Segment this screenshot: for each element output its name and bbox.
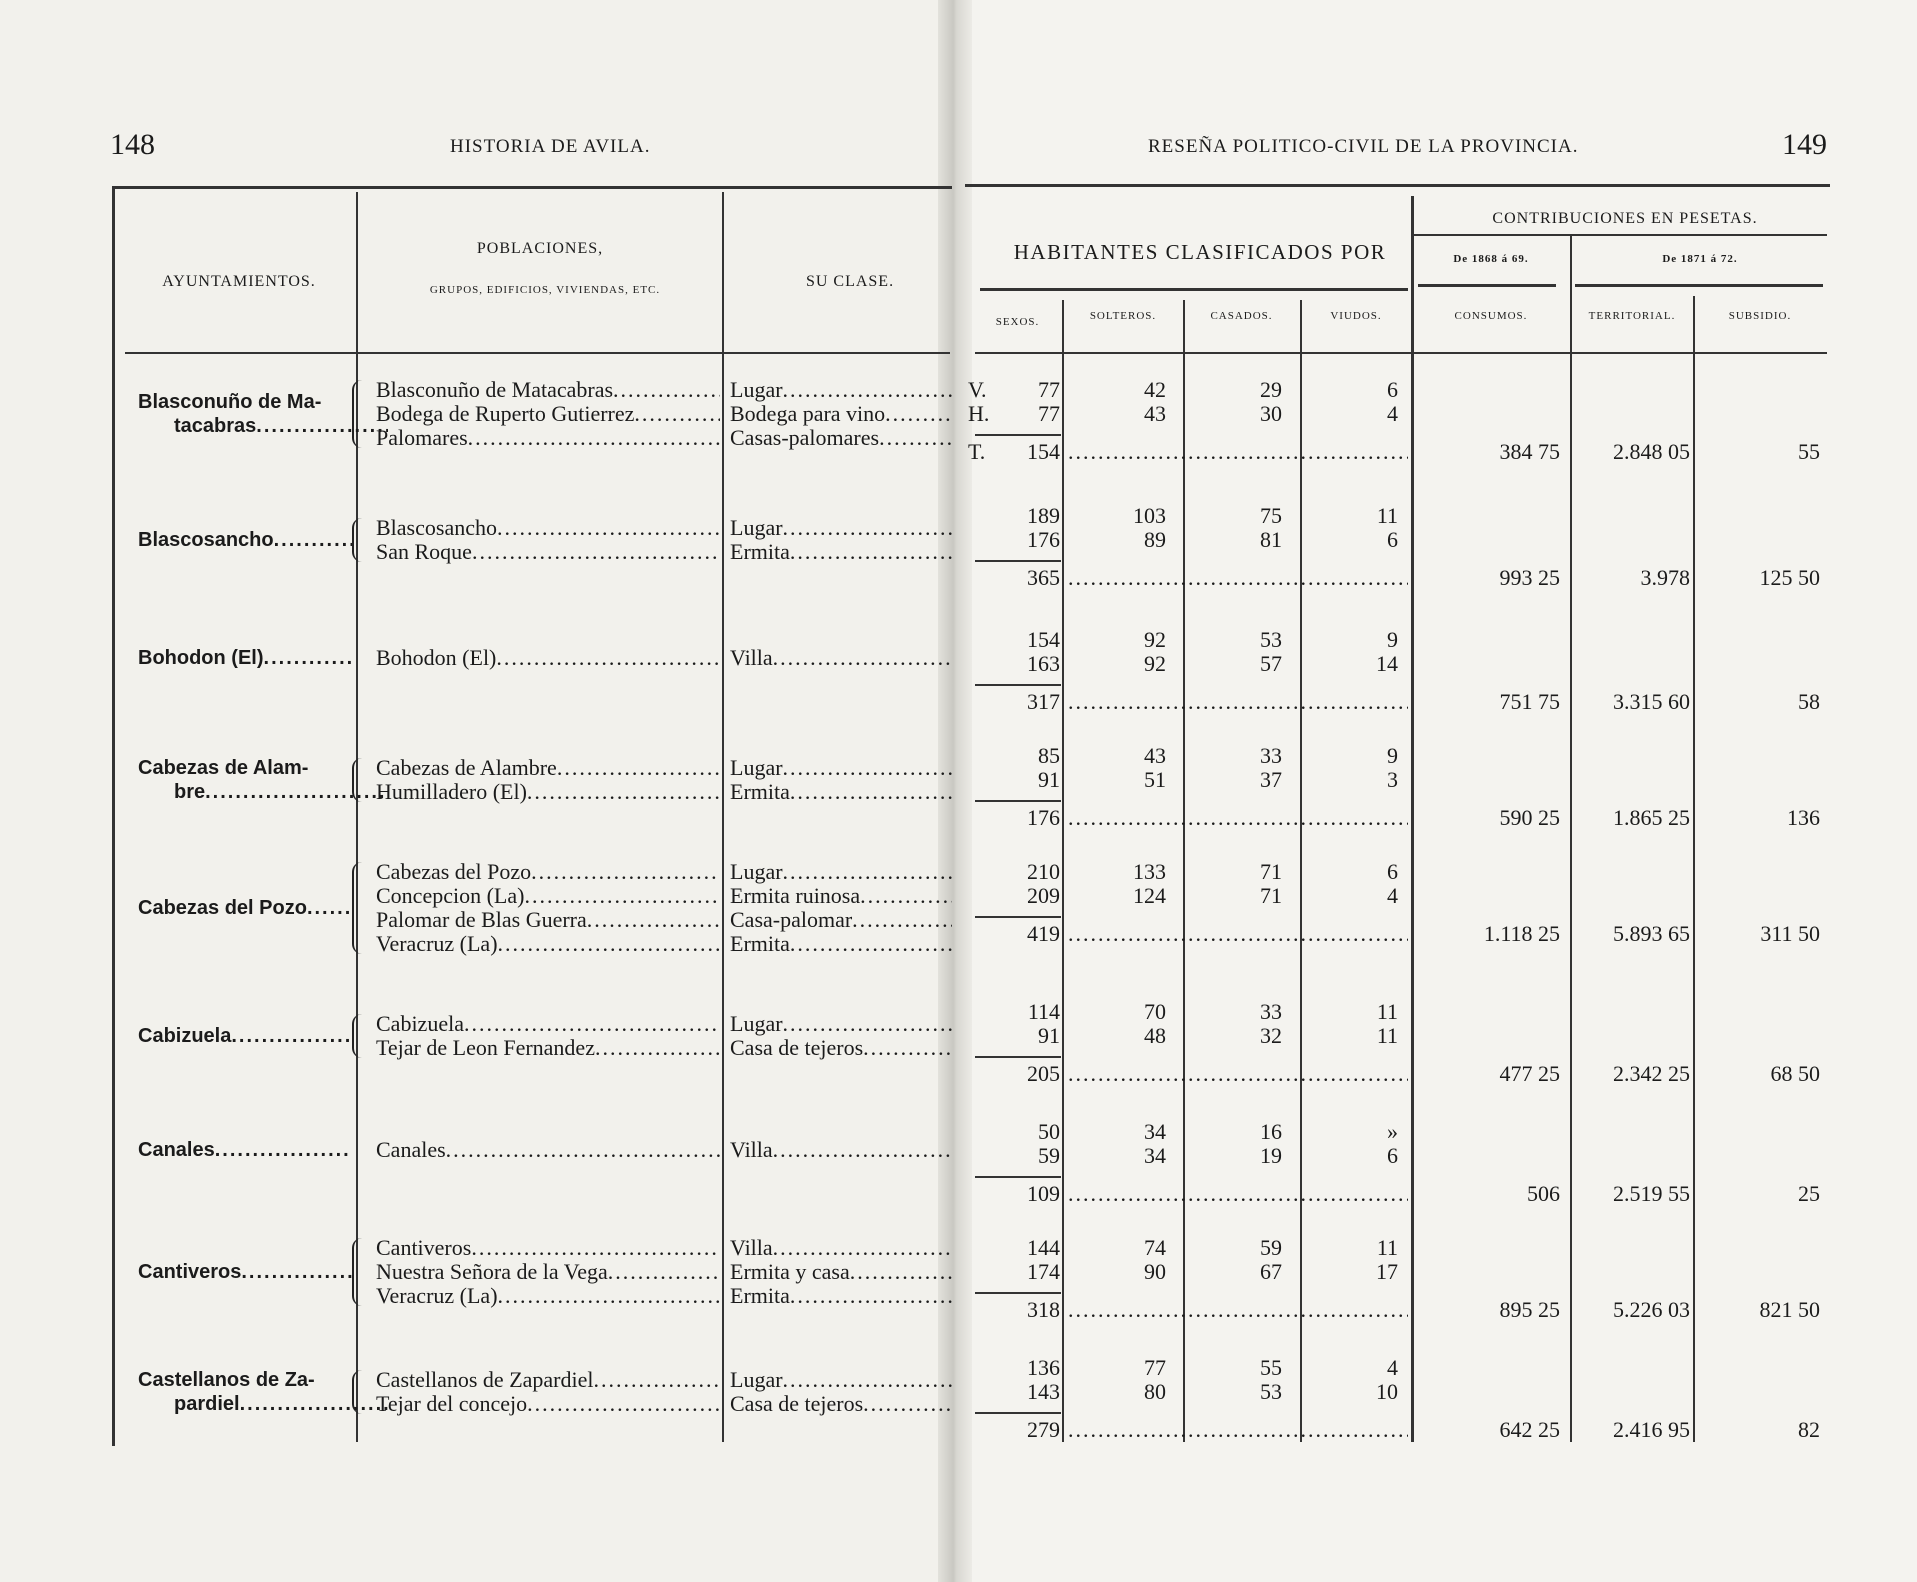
- place-name: Blascosancho .....: [376, 516, 720, 540]
- sex-total: 174: [1027, 1260, 1060, 1284]
- place-clase: Lugar .....: [730, 516, 952, 540]
- solteros-value: 77: [1144, 1356, 1166, 1380]
- solteros-value: 43: [1144, 402, 1166, 426]
- sex-total: 114: [1027, 1000, 1060, 1024]
- viudos-value: 4: [1387, 884, 1398, 908]
- total-rule: [975, 560, 1061, 562]
- place-clase: Casas-palomares .....: [730, 426, 952, 450]
- place-name: Bodega de Ruperto Gutierrez .....: [376, 402, 720, 426]
- left-page-number: 148: [110, 128, 155, 161]
- territorial-value: 2.848 05: [1613, 440, 1690, 464]
- sex-total: 318: [1027, 1298, 1060, 1322]
- solteros-value: 92: [1144, 628, 1166, 652]
- de1871-underline: [1575, 284, 1823, 287]
- sex-total: 136: [1027, 1356, 1060, 1380]
- sex-total: 77: [1038, 402, 1060, 426]
- place-name: Tejar del concejo .....: [376, 1392, 720, 1416]
- territorial-value: 5.226 03: [1613, 1298, 1690, 1322]
- casados-value: 29: [1260, 378, 1282, 402]
- sex-total: 109: [1027, 1182, 1060, 1206]
- place-clase: Ermita .....: [730, 780, 952, 804]
- col-rule-sexos: [1062, 300, 1064, 1442]
- viudos-value: 11: [1376, 1024, 1398, 1048]
- total-rule: [975, 800, 1061, 802]
- header-poblaciones-sub: GRUPOS, EDIFICIOS, VIVIENDAS, ETC.: [429, 284, 661, 296]
- viudos-value: 10: [1376, 1380, 1398, 1404]
- place-name: Concepcion (La) .....: [376, 884, 720, 908]
- total-leader: [1068, 1418, 1408, 1442]
- subsidio-value: 82: [1798, 1418, 1820, 1442]
- left-frame-rule: [112, 186, 115, 1446]
- territorial-value: 2.519 55: [1613, 1182, 1690, 1206]
- place-clase: Casa de tejeros .....: [730, 1036, 952, 1060]
- viudos-value: 11: [1376, 1236, 1398, 1260]
- solteros-value: 34: [1144, 1120, 1166, 1144]
- viudos-value: 6: [1387, 378, 1398, 402]
- right-page-number: 149: [1782, 128, 1827, 161]
- place-clase: Ermita y casa .....: [730, 1260, 952, 1284]
- consumos-value: 506: [1527, 1182, 1560, 1206]
- place-name: San Roque .....: [376, 540, 720, 564]
- solteros-value: 92: [1144, 652, 1166, 676]
- sex-total: 144: [1027, 1236, 1060, 1260]
- place-clase: Lugar .....: [730, 378, 952, 402]
- ayuntamiento-name: Bohodon (El) .....: [138, 646, 352, 670]
- viudos-value: 3: [1387, 768, 1398, 792]
- sex-total: 91: [1038, 1024, 1060, 1048]
- consumos-value: 993 25: [1499, 566, 1560, 590]
- sex-total: 143: [1027, 1380, 1060, 1404]
- sex-label: T.: [968, 440, 986, 464]
- solteros-value: 74: [1144, 1236, 1166, 1260]
- solteros-value: 90: [1144, 1260, 1166, 1284]
- left-header-rule: [125, 352, 950, 354]
- solteros-value: 133: [1133, 860, 1166, 884]
- ayuntamiento-name: Cantiveros .....: [138, 1260, 352, 1284]
- sex-label: H.: [968, 402, 990, 426]
- casados-value: 75: [1260, 504, 1282, 528]
- place-name: Nuestra Señora de la Vega .....: [376, 1260, 720, 1284]
- place-name: Cabizuela .....: [376, 1012, 720, 1036]
- header-de1868: De 1868 á 69.: [1453, 253, 1529, 265]
- ayuntamiento-name: Canales .....: [138, 1138, 352, 1162]
- sex-total: 176: [1027, 528, 1060, 552]
- solteros-value: 124: [1133, 884, 1166, 908]
- sex-total: 77: [1038, 378, 1060, 402]
- consumos-value: 477 25: [1499, 1062, 1560, 1086]
- col-rule-casados: [1300, 300, 1302, 1442]
- group-brace: [352, 758, 366, 802]
- total-leader: [1068, 1298, 1408, 1322]
- place-clase: Villa .....: [730, 646, 952, 670]
- col-rule-poblaciones: [722, 192, 724, 1442]
- casados-value: 19: [1260, 1144, 1282, 1168]
- col-rule-consumos: [1570, 235, 1572, 1442]
- place-clase: Ermita .....: [730, 932, 952, 956]
- casados-value: 32: [1260, 1024, 1282, 1048]
- header-consumos: CONSUMOS.: [1454, 310, 1528, 322]
- casados-value: 37: [1260, 768, 1282, 792]
- solteros-value: 34: [1144, 1144, 1166, 1168]
- total-rule: [975, 916, 1061, 918]
- place-clase: Lugar .....: [730, 1368, 952, 1392]
- ayuntamiento-name: Blasconuño de Ma-: [138, 391, 322, 413]
- right-top-rule: [965, 184, 1830, 187]
- header-clase: SU CLASE.: [805, 273, 895, 290]
- sex-total: 365: [1027, 566, 1060, 590]
- ayuntamiento-name: pardiel .....: [138, 1392, 388, 1416]
- place-clase: Bodega para vino .....: [730, 402, 952, 426]
- casados-value: 53: [1260, 1380, 1282, 1404]
- total-leader: [1068, 1182, 1408, 1206]
- subsidio-value: 25: [1798, 1182, 1820, 1206]
- col-rule-viudos: [1411, 196, 1414, 1442]
- sex-total: 91: [1038, 768, 1060, 792]
- subsidio-value: 136: [1787, 806, 1820, 830]
- solteros-value: 103: [1133, 504, 1166, 528]
- sex-total: 176: [1027, 806, 1060, 830]
- sex-label: V.: [968, 378, 987, 402]
- header-ayuntamientos: AYUNTAMIENTOS.: [162, 273, 316, 290]
- header-de1871: De 1871 á 72.: [1662, 253, 1738, 265]
- ayuntamiento-name: Cabezas de Alam-: [138, 757, 309, 779]
- territorial-value: 2.416 95: [1613, 1418, 1690, 1442]
- viudos-value: 4: [1387, 402, 1398, 426]
- sex-total: 210: [1027, 860, 1060, 884]
- viudos-value: 11: [1376, 1000, 1398, 1024]
- place-clase: Ermita .....: [730, 1284, 952, 1308]
- solteros-value: 51: [1144, 768, 1166, 792]
- place-name: Palomar de Blas Guerra .....: [376, 908, 720, 932]
- col-rule-solteros: [1183, 300, 1185, 1442]
- header-sexos: SEXOS.: [995, 316, 1040, 328]
- viudos-value: 6: [1387, 1144, 1398, 1168]
- territorial-value: 3.315 60: [1613, 690, 1690, 714]
- header-contribuciones: CONTRIBUCIONES EN PESETAS.: [1492, 210, 1758, 227]
- territorial-value: 5.893 65: [1613, 922, 1690, 946]
- header-viudos: VIUDOS.: [1330, 310, 1382, 322]
- right-header-rule: [975, 352, 1827, 354]
- right-running-head: RESEÑA POLITICO-CIVIL DE LA PROVINCIA.: [1148, 136, 1579, 157]
- total-leader: [1068, 690, 1408, 714]
- place-name: Canales .....: [376, 1138, 720, 1162]
- place-clase: Casa-palomar .....: [730, 908, 952, 932]
- sex-total: 279: [1027, 1418, 1060, 1442]
- viudos-value: 4: [1387, 1356, 1398, 1380]
- header-poblaciones: POBLACIONES,: [476, 240, 604, 257]
- total-rule: [975, 1412, 1061, 1414]
- place-name: Cantiveros .....: [376, 1236, 720, 1260]
- place-name: Cabezas de Alambre .....: [376, 756, 720, 780]
- header-territorial: TERRITORIAL.: [1588, 310, 1676, 322]
- casados-value: 30: [1260, 402, 1282, 426]
- sex-total: 209: [1027, 884, 1060, 908]
- casados-value: 57: [1260, 652, 1282, 676]
- place-clase: Villa .....: [730, 1236, 952, 1260]
- total-leader: [1068, 806, 1408, 830]
- header-solteros: SOLTEROS.: [1089, 310, 1157, 322]
- consumos-value: 384 75: [1499, 440, 1560, 464]
- place-name: Veracruz (La) .....: [376, 932, 720, 956]
- viudos-value: 6: [1387, 528, 1398, 552]
- total-rule: [975, 1292, 1061, 1294]
- casados-value: 59: [1260, 1236, 1282, 1260]
- solteros-value: 48: [1144, 1024, 1166, 1048]
- consumos-value: 895 25: [1499, 1298, 1560, 1322]
- total-rule: [975, 434, 1061, 436]
- territorial-value: 3.978: [1640, 566, 1690, 590]
- consumos-value: 642 25: [1499, 1418, 1560, 1442]
- place-clase: Casa de tejeros .....: [730, 1392, 952, 1416]
- group-brace: [352, 1014, 366, 1058]
- header-subsidio: SUBSIDIO.: [1728, 310, 1792, 322]
- subsidio-value: 821 50: [1759, 1298, 1820, 1322]
- solteros-value: 43: [1144, 744, 1166, 768]
- viudos-value: 11: [1376, 504, 1398, 528]
- viudos-value: 17: [1376, 1260, 1398, 1284]
- total-leader: [1068, 440, 1408, 464]
- casados-value: 67: [1260, 1260, 1282, 1284]
- place-name: Castellanos de Zapardiel .....: [376, 1368, 720, 1392]
- subsidio-value: 311 50: [1760, 922, 1820, 946]
- ayuntamiento-name: bre .....: [138, 780, 388, 804]
- sex-total: 85: [1038, 744, 1060, 768]
- territorial-value: 1.865 25: [1613, 806, 1690, 830]
- sex-total: 154: [1027, 440, 1060, 464]
- total-leader: [1068, 922, 1408, 946]
- place-clase: Lugar .....: [730, 1012, 952, 1036]
- left-top-rule: [112, 186, 952, 189]
- total-leader: [1068, 1062, 1408, 1086]
- total-leader: [1068, 566, 1408, 590]
- casados-value: 16: [1260, 1120, 1282, 1144]
- total-rule: [975, 1056, 1061, 1058]
- header-habitantes: HABITANTES CLASIFICADOS POR: [1013, 240, 1387, 264]
- col-rule-territorial: [1693, 296, 1695, 1442]
- viudos-value: 14: [1376, 652, 1398, 676]
- ayuntamiento-name: Cabizuela .....: [138, 1024, 352, 1048]
- total-rule: [975, 684, 1061, 686]
- ayuntamiento-name: tacabras .....: [138, 414, 388, 438]
- ayuntamiento-name: Castellanos de Za-: [138, 1369, 315, 1391]
- left-running-head: HISTORIA DE AVILA.: [450, 136, 651, 157]
- subsidio-value: 125 50: [1759, 566, 1820, 590]
- viudos-value: 6: [1387, 860, 1398, 884]
- sex-total: 317: [1027, 690, 1060, 714]
- territorial-value: 2.342 25: [1613, 1062, 1690, 1086]
- place-name: Blasconuño de Matacabras .....: [376, 378, 720, 402]
- ayuntamiento-name: Blascosancho .....: [138, 528, 352, 552]
- place-name: Veracruz (La) .....: [376, 1284, 720, 1308]
- solteros-value: 80: [1144, 1380, 1166, 1404]
- viudos-value: 9: [1387, 628, 1398, 652]
- casados-value: 33: [1260, 1000, 1282, 1024]
- place-clase: Villa .....: [730, 1138, 952, 1162]
- casados-value: 81: [1260, 528, 1282, 552]
- group-brace: [352, 1238, 366, 1306]
- viudos-value: 9: [1387, 744, 1398, 768]
- casados-value: 71: [1260, 860, 1282, 884]
- group-brace: [352, 862, 366, 954]
- place-name: Humilladero (El) .....: [376, 780, 720, 804]
- subsidio-value: 55: [1798, 440, 1820, 464]
- place-clase: Lugar .....: [730, 756, 952, 780]
- ayuntamiento-name: Cabezas del Pozo .....: [138, 896, 352, 920]
- subsidio-value: 68 50: [1770, 1062, 1820, 1086]
- group-brace: [352, 380, 366, 448]
- sex-total: 154: [1027, 628, 1060, 652]
- place-clase: Ermita .....: [730, 540, 952, 564]
- solteros-value: 89: [1144, 528, 1166, 552]
- viudos-value: »: [1387, 1120, 1398, 1144]
- sex-total: 59: [1038, 1144, 1060, 1168]
- casados-value: 53: [1260, 628, 1282, 652]
- place-name: Bohodon (El) .....: [376, 646, 720, 670]
- place-name: Tejar de Leon Fernandez .....: [376, 1036, 720, 1060]
- place-name: Cabezas del Pozo .....: [376, 860, 720, 884]
- total-rule: [975, 1176, 1061, 1178]
- solteros-value: 42: [1144, 378, 1166, 402]
- habitantes-underline: [980, 288, 1408, 291]
- consumos-value: 590 25: [1499, 806, 1560, 830]
- header-casados: CASADOS.: [1210, 310, 1273, 322]
- sex-total: 50: [1038, 1120, 1060, 1144]
- sex-total: 419: [1027, 922, 1060, 946]
- casados-value: 71: [1260, 884, 1282, 908]
- contrib-header-rule: [1412, 234, 1827, 236]
- consumos-value: 1.118 25: [1483, 922, 1560, 946]
- sex-total: 205: [1027, 1062, 1060, 1086]
- group-brace: [352, 518, 366, 562]
- place-name: Palomares .....: [376, 426, 720, 450]
- sex-total: 189: [1027, 504, 1060, 528]
- de1868-underline: [1418, 284, 1556, 287]
- casados-value: 55: [1260, 1356, 1282, 1380]
- solteros-value: 70: [1144, 1000, 1166, 1024]
- subsidio-value: 58: [1798, 690, 1820, 714]
- place-clase: Lugar .....: [730, 860, 952, 884]
- sex-total: 163: [1027, 652, 1060, 676]
- casados-value: 33: [1260, 744, 1282, 768]
- place-clase: Ermita ruinosa .....: [730, 884, 952, 908]
- consumos-value: 751 75: [1499, 690, 1560, 714]
- group-brace: [352, 1370, 366, 1414]
